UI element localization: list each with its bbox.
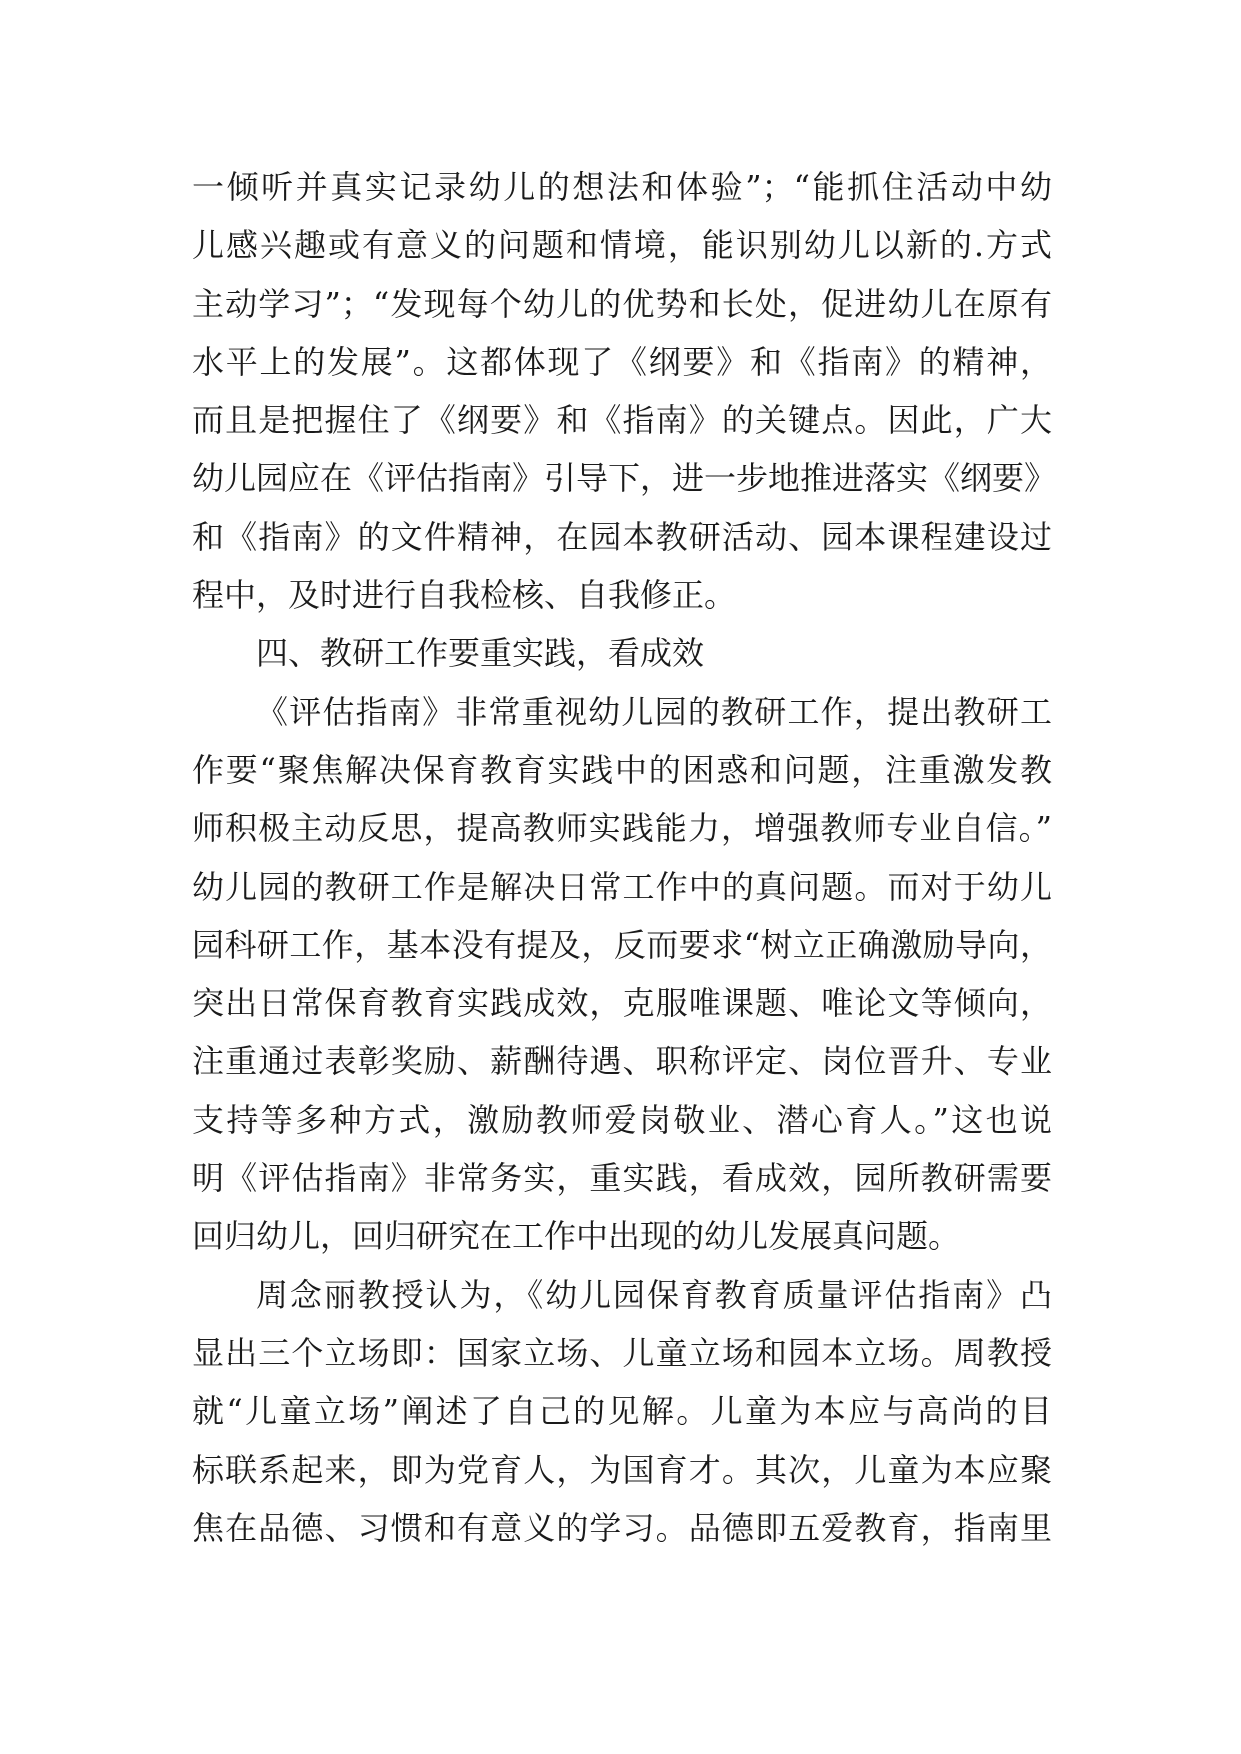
text-line: 《评估指南》非常重视幼儿园的教研工作，提出教研工 xyxy=(256,692,1052,731)
text-line: 焦在品德、习惯和有意义的学习。品德即五爱教育，指南里 xyxy=(192,1508,1052,1547)
text-line: 明《评估指南》非常务实，重实践，看成效，园所教研需要 xyxy=(192,1159,1052,1198)
section-heading: 四、教研工作要重实践，看成效 xyxy=(256,634,705,673)
text-line: 一倾听并真实记录幼儿的想法和体验”；“能抓住活动中幼 xyxy=(192,168,1052,206)
text-line: 作要“聚焦解决保育教育实践中的困惑和问题，注重激发教 xyxy=(192,750,1052,789)
text-line: 主动学习”；“发现每个幼儿的优势和长处，促进幼儿在原有 xyxy=(192,284,1052,323)
text-line: 支持等多种方式，激励教师爱岗敬业、潜心育人。”这也说 xyxy=(192,1100,1052,1139)
body-text xyxy=(192,158,1057,1557)
text-line: 园科研工作，基本没有提及，反而要求“树立正确激励导向， xyxy=(192,925,1052,964)
text-line: 和《指南》的文件精神，在园本教研活动、园本课程建设过 xyxy=(192,517,1052,556)
text-line: 水平上的发展”。这都体现了《纲要》和《指南》的精神， xyxy=(192,342,1052,381)
text-line: 周念丽教授认为，《幼儿园保育教育质量评估指南》凸 xyxy=(256,1275,1052,1314)
text-line: 标联系起来，即为党育人，为国育才。其次，儿童为本应聚 xyxy=(192,1450,1052,1489)
text-line: 幼儿园应在《评估指南》引导下，进一步地推进落实《纲要》 xyxy=(192,459,1057,498)
text-line: 就“儿童立场”阐述了自己的见解。儿童为本应与高尚的目 xyxy=(192,1392,1052,1431)
text-line: 师积极主动反思，提高教师实践能力，增强教师专业自信。” xyxy=(192,809,1052,848)
text-line: 程中，及时进行自我检核、自我修正。 xyxy=(192,576,737,615)
text-line: 突出日常保育教育实践成效，克服唯课题、唯论文等倾向， xyxy=(192,984,1052,1023)
text-line: 注重通过表彰奖励、薪酬待遇、职称评定、岗位晋升、专业 xyxy=(192,1042,1052,1081)
text-line: 儿感兴趣或有意义的问题和情境，能识别幼儿以新的.方式 xyxy=(192,226,1052,265)
text-line: 而且是把握住了《纲要》和《指南》的关键点。因此，广大 xyxy=(192,401,1052,440)
text-line: 显出三个立场即：国家立场、儿童立场和园本立场。周教授 xyxy=(192,1333,1052,1372)
text-line: 幼儿园的教研工作是解决日常工作中的真问题。而对于幼儿 xyxy=(192,867,1052,906)
text-line: 回归幼儿，回归研究在工作中出现的幼儿发展真问题。 xyxy=(192,1217,961,1256)
